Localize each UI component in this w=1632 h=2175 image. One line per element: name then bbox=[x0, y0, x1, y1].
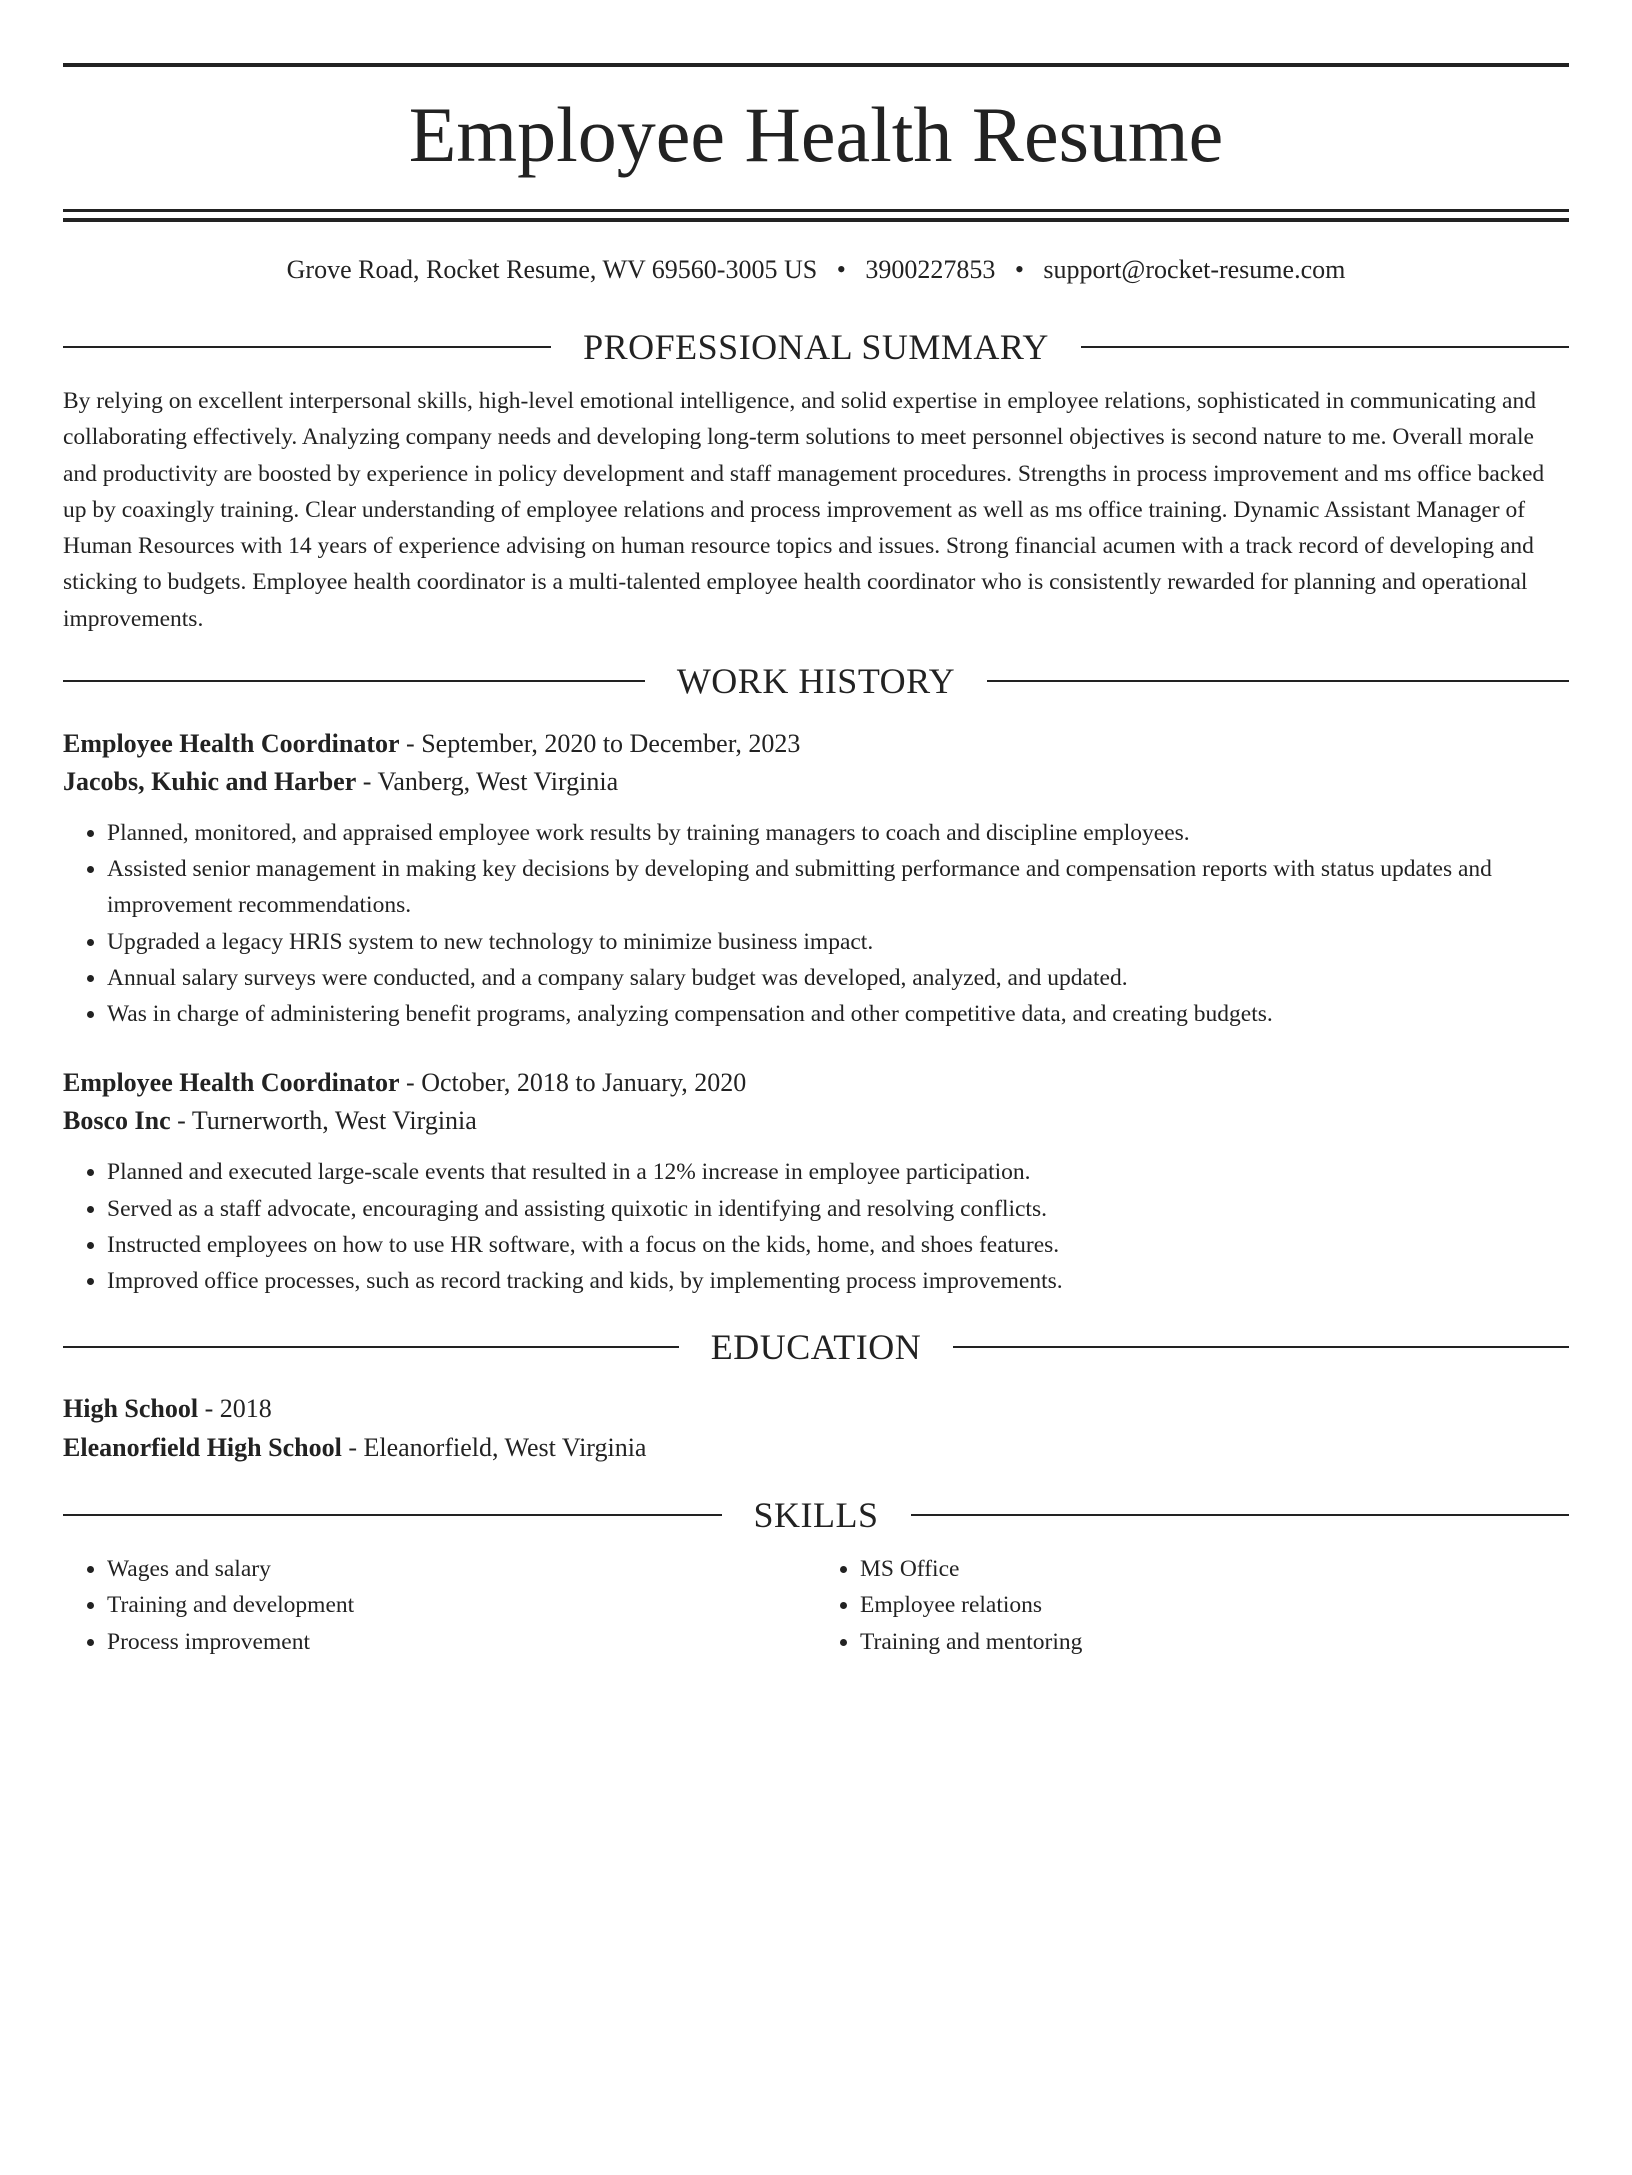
section-header-summary bbox=[63, 325, 1569, 369]
section-divider bbox=[987, 680, 1569, 682]
job-dates: - September, 2020 to December, 2023 bbox=[399, 729, 801, 759]
job-title-line bbox=[63, 725, 1569, 763]
section-header-education bbox=[63, 1325, 1569, 1369]
education-year: - 2018 bbox=[198, 1394, 272, 1424]
job-company: Jacobs, Kuhic and Harber bbox=[63, 767, 357, 797]
contact-phone: 3900227853 bbox=[865, 255, 996, 284]
section-header-skills bbox=[63, 1493, 1569, 1537]
job-dates: - October, 2018 to January, 2020 bbox=[399, 1068, 747, 1098]
contact-email: support@rocket-resume.com bbox=[1043, 255, 1346, 284]
contact-separator: • bbox=[836, 255, 846, 284]
job-title: Employee Health Coordinator bbox=[63, 1068, 400, 1098]
education-location: - Eleanorfield, West Virginia bbox=[341, 1433, 647, 1463]
job-location: - Vanberg, West Virginia bbox=[356, 767, 619, 797]
skill-item: • Employee relations bbox=[860, 1587, 1569, 1623]
skill-item: • Training and mentoring bbox=[860, 1624, 1569, 1660]
section-title-summary: PROFESSIONAL SUMMARY bbox=[583, 327, 1049, 367]
job-company-line bbox=[63, 1102, 1569, 1140]
job-entry bbox=[63, 725, 1569, 1032]
skill-item: • Training and development bbox=[107, 1587, 816, 1623]
job-title: Employee Health Coordinator bbox=[63, 729, 400, 759]
job-bullet: • Served as a staff advocate, encouraging and assisting quixotic in identifying and resolving conflicts. bbox=[107, 1191, 1569, 1227]
education-degree: High School bbox=[63, 1394, 199, 1424]
education-entry bbox=[63, 1389, 1569, 1467]
job-bullet: • Assisted senior management in making key decisions by developing and submitting performance and compensation reports with status updates and improvement recommendations. bbox=[107, 851, 1569, 923]
resume-page bbox=[0, 63, 1632, 2175]
contact-address: Grove Road, Rocket Resume, WV 69560-3005 US bbox=[286, 255, 818, 284]
contact-separator: • bbox=[1014, 255, 1024, 284]
education-degree-line bbox=[63, 1389, 1569, 1428]
resume-title: Employee Health Resume bbox=[408, 91, 1224, 178]
summary-paragraph: By relying on excellent interpersonal skills, high-level emotional intelligence, and solid expertise in employee relations, sophisticated in communicating and collaborating effectively. Analyzing company needs and developing long-term solutions to meet personnel objectives is second nature to me. Overall morale and productivity are boosted by experience in policy development and staff management procedures. Strengths in process improvement and ms office backed up by coaxingly training. Clear understanding of employee relations and process improvement as well as ms office training. Dynamic Assistant Manager of Human Resources with 14 years of experience advising on human resource topics and issues. Strong financial acumen with a track record of developing and sticking to budgets. Employee health coordinator is a multi-talented employee health coordinator who is consistently rewarded for planning and operational improvements. bbox=[63, 388, 1545, 632]
skills-list-right bbox=[816, 1551, 1569, 1660]
job-bullets bbox=[63, 815, 1569, 1032]
contact-line bbox=[63, 253, 1569, 287]
job-company: Bosco Inc bbox=[63, 1106, 171, 1136]
job-location: - Turnerworth, West Virginia bbox=[170, 1106, 477, 1136]
job-bullet: • Annual salary surveys were conducted, and a company salary budget was developed, analyzed, and updated. bbox=[107, 960, 1569, 996]
job-company-line bbox=[63, 763, 1569, 801]
section-title-education: EDUCATION bbox=[710, 1327, 922, 1368]
skills-grid bbox=[63, 1551, 1569, 1660]
job-bullet: • Was in charge of administering benefit programs, analyzing compensation and other competitive data, and creating budgets. bbox=[107, 996, 1569, 1032]
job-bullet: • Upgraded a legacy HRIS system to new technology to minimize business impact. bbox=[107, 924, 1569, 960]
education-school: Eleanorfield High School bbox=[63, 1433, 342, 1463]
job-bullets bbox=[63, 1154, 1569, 1299]
section-divider bbox=[953, 1346, 1569, 1348]
skills-list-left bbox=[63, 1551, 816, 1660]
section-divider bbox=[1081, 346, 1569, 348]
section-divider bbox=[911, 1514, 1570, 1516]
section-title-skills: SKILLS bbox=[753, 1495, 879, 1536]
section-divider bbox=[63, 346, 551, 348]
section-divider bbox=[63, 1346, 679, 1348]
skill-item: • Process improvement bbox=[107, 1624, 816, 1660]
job-entry bbox=[63, 1064, 1569, 1299]
section-title-work-history: WORK HISTORY bbox=[676, 661, 956, 702]
section-divider bbox=[63, 680, 645, 682]
section-divider bbox=[63, 1514, 722, 1516]
section-header-work-history bbox=[63, 659, 1569, 703]
job-bullet: • Planned and executed large-scale events that resulted in a 12% increase in employee participation. bbox=[107, 1154, 1569, 1190]
education-school-line bbox=[63, 1428, 1569, 1467]
job-bullet: • Instructed employees on how to use HR software, with a focus on the kids, home, and shoes features. bbox=[107, 1227, 1569, 1263]
job-title-line bbox=[63, 1064, 1569, 1102]
skill-item: • Wages and salary bbox=[107, 1551, 816, 1587]
skill-item: • MS Office bbox=[860, 1551, 1569, 1587]
job-bullet: • Planned, monitored, and appraised employee work results by training managers to coach and discipline employees. bbox=[107, 815, 1569, 851]
header-double-rule bbox=[63, 209, 1569, 222]
job-bullet: • Improved office processes, such as record tracking and kids, by implementing process improvements. bbox=[107, 1263, 1569, 1299]
